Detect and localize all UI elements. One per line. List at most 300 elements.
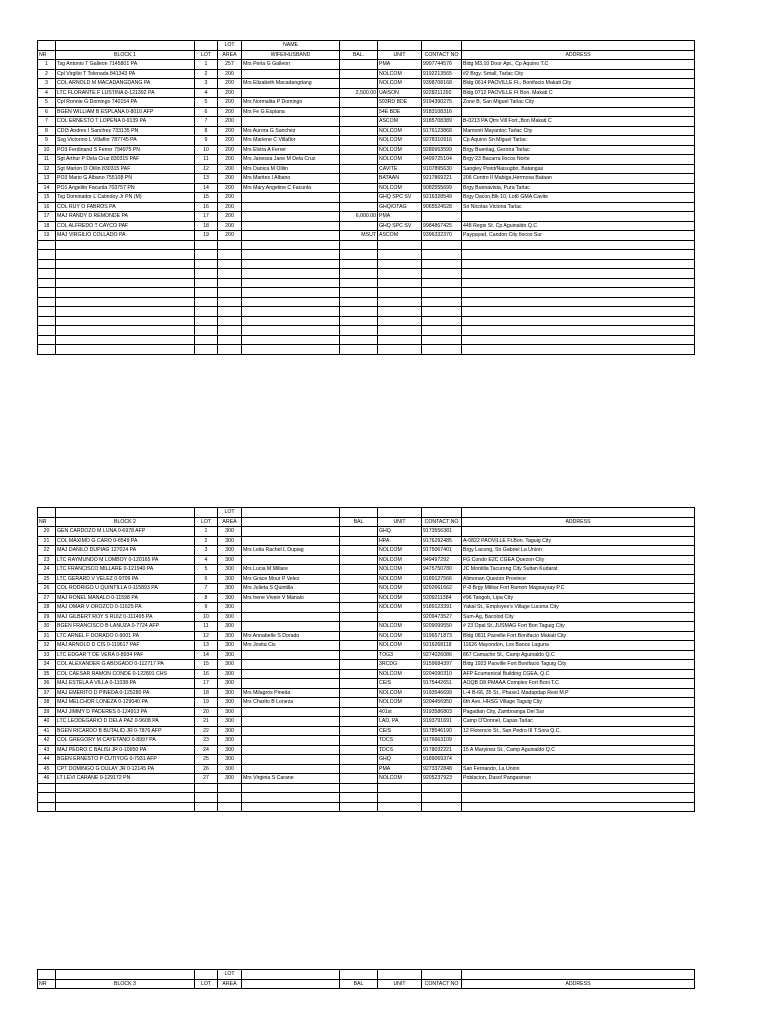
cell-bal — [340, 126, 378, 136]
cell-bal — [340, 536, 378, 546]
cell-address: #96 Tangob, Lipa City — [462, 593, 695, 603]
empty-cell — [462, 802, 695, 812]
cell-unit: NOLCOM — [378, 622, 422, 632]
empty-cell — [340, 335, 378, 345]
cell-nr: 28 — [38, 603, 56, 613]
header-row — [38, 50, 695, 60]
cell-address: Brgy Buenlag, Gerona Tarlac — [462, 145, 695, 155]
column-header-address: ADDRESS — [462, 517, 695, 527]
cell-spouse: Mrs Milagros Pineda — [242, 688, 340, 698]
table-row — [38, 631, 695, 641]
cell-lot: 13 — [195, 641, 218, 651]
cell-area: 200 — [218, 107, 242, 117]
cell-nr: 20 — [38, 527, 56, 537]
cell-area: 300 — [218, 536, 242, 546]
empty-cell — [378, 288, 422, 298]
column-header-lot: LOT — [195, 979, 218, 989]
cell-contact: 9209211384 — [422, 593, 462, 603]
column-header-lot: LOT — [195, 50, 218, 60]
cell-name: Tsg Antonio T Galleon 7145801 PA — [56, 60, 195, 70]
cell-spouse — [242, 555, 340, 565]
cell-bal — [340, 555, 378, 565]
empty-cell — [242, 802, 340, 812]
header-cell — [378, 41, 422, 51]
table-row — [38, 726, 695, 736]
cell-spouse: Mrs Janessa Jane M Dela Cruz — [242, 155, 340, 165]
empty-cell — [242, 793, 340, 803]
empty-cell — [38, 345, 56, 355]
cell-contact: 9185708389 — [422, 117, 462, 127]
table-row — [38, 574, 695, 584]
empty-cell — [378, 345, 422, 355]
cell-bal — [340, 774, 378, 784]
cell-unit: NOLCOM — [378, 603, 422, 613]
empty-cell — [56, 345, 195, 355]
cell-contact: 9216268118 — [422, 641, 462, 651]
table-row — [38, 622, 695, 632]
empty-cell — [195, 259, 218, 269]
header-cell: LOT — [218, 970, 242, 980]
cell-bal — [340, 136, 378, 146]
column-header-contact: CONTACT NO — [422, 979, 462, 989]
cell-name: PO3 Ferdinand S Ferrer 794975 PN — [56, 145, 195, 155]
cell-unit: ASCOM — [378, 117, 422, 127]
cell-area: 300 — [218, 774, 242, 784]
table-row — [38, 69, 695, 79]
cell-area: 300 — [218, 679, 242, 689]
cell-nr: 2 — [38, 69, 56, 79]
empty-cell — [56, 288, 195, 298]
cell-nr: 3 — [38, 79, 56, 89]
empty-cell — [378, 316, 422, 326]
empty-cell — [56, 259, 195, 269]
column-header-lot: LOT — [195, 517, 218, 527]
cell-area: 200 — [218, 202, 242, 212]
cell-name: COL MAXIMO G CARO 0-8549 PA — [56, 536, 195, 546]
empty-cell — [38, 250, 56, 260]
cell-bal: 6,000.00 — [340, 212, 378, 222]
empty-row — [38, 307, 695, 317]
cell-area: 200 — [218, 126, 242, 136]
empty-cell — [195, 345, 218, 355]
cell-bal — [340, 660, 378, 670]
cell-name: BGEN WILLIAM B ESPLANA 0-8010 AFP — [56, 107, 195, 117]
header-cell — [378, 508, 422, 518]
header-cell: LOT — [218, 508, 242, 518]
cell-address: B-0213 PA Qtrs Vill Fort.,Bon Makati C — [462, 117, 695, 127]
cell-lot: 21 — [195, 717, 218, 727]
cell-name: LTC FLORANTE F LUSTINA 0-121392 PA — [56, 88, 195, 98]
cell-address: Camp O'Donnel, Capas Tarlac — [462, 717, 695, 727]
cell-contact: 9183108316 — [422, 107, 462, 117]
empty-cell — [38, 793, 56, 803]
cell-nr: 14 — [38, 183, 56, 193]
cell-unit: HPA — [378, 536, 422, 546]
cell-bal: 2,500.00 — [340, 88, 378, 98]
cell-spouse: Mrs Elizabeth Macadangdang — [242, 79, 340, 89]
cell-nr: 19 — [38, 231, 56, 241]
empty-cell — [218, 783, 242, 793]
cell-name: CDI3 Andres I Sanchez 733135 PN — [56, 126, 195, 136]
header-row — [38, 517, 695, 527]
cell-lot: 13 — [195, 174, 218, 184]
cell-lot: 19 — [195, 231, 218, 241]
cell-lot: 20 — [195, 707, 218, 717]
cell-unit: TDCS — [378, 736, 422, 746]
cell-name: GEN CARDOZO M LUNA 0-6978 AFP — [56, 527, 195, 537]
cell-contact: 9107895630 — [422, 164, 462, 174]
cell-spouse — [242, 69, 340, 79]
empty-cell — [56, 278, 195, 288]
cell-address: Brgy 23 Bacarra Ilocos Norte — [462, 155, 695, 165]
cell-bal — [340, 736, 378, 746]
empty-cell — [242, 335, 340, 345]
cell-spouse — [242, 717, 340, 727]
empty-cell — [38, 316, 56, 326]
empty-cell — [218, 288, 242, 298]
table-row — [38, 679, 695, 689]
empty-row — [38, 793, 695, 803]
empty-cell — [378, 802, 422, 812]
cell-nr: 11 — [38, 155, 56, 165]
header-cell: NAME — [242, 41, 340, 51]
cell-lot: 25 — [195, 755, 218, 765]
header-cell — [378, 970, 422, 980]
cell-lot: 14 — [195, 650, 218, 660]
cell-area: 200 — [218, 155, 242, 165]
empty-cell — [242, 297, 340, 307]
cell-address: P-8 Brgy Militar Fort Ramon Magsaysay P.C — [462, 584, 695, 594]
cell-bal — [340, 650, 378, 660]
cell-area: 300 — [218, 603, 242, 613]
cell-area: 300 — [218, 574, 242, 584]
cell-bal — [340, 98, 378, 108]
column-header-area: AREA — [218, 517, 242, 527]
empty-cell — [462, 288, 695, 298]
empty-cell — [56, 802, 195, 812]
cell-lot: 8 — [195, 126, 218, 136]
empty-cell — [56, 316, 195, 326]
empty-cell — [422, 307, 462, 317]
cell-unit: TOG3 — [378, 650, 422, 660]
cell-contact: 9398708168 — [422, 79, 462, 89]
cell-name: MAJ EMERITO D PINEDA 0-125280 PA — [56, 688, 195, 698]
cell-lot: 19 — [195, 698, 218, 708]
cell-area: 200 — [218, 145, 242, 155]
cell-unit: GHQ SPC SV — [378, 221, 422, 231]
header-cell — [422, 41, 462, 51]
empty-cell — [38, 326, 56, 336]
table-row — [38, 145, 695, 155]
empty-cell — [195, 783, 218, 793]
empty-cell — [340, 307, 378, 317]
header-cell — [242, 970, 340, 980]
cell-lot: 11 — [195, 622, 218, 632]
cell-lot: 14 — [195, 183, 218, 193]
cell-name: LT LEVI CARANE 0-129172 PN — [56, 774, 195, 784]
empty-cell — [56, 326, 195, 336]
cell-area: 200 — [218, 174, 242, 184]
empty-cell — [462, 269, 695, 279]
cell-address: 11626 Mayondon, Los Banos Laguna — [462, 641, 695, 651]
cell-contact: 9178546190 — [422, 726, 462, 736]
cell-address: 448 Regis St. Cp Aguinaldo Q.C — [462, 221, 695, 231]
empty-cell — [462, 259, 695, 269]
empty-cell — [56, 783, 195, 793]
cell-unit: ASCOM — [378, 231, 422, 241]
empty-cell — [218, 345, 242, 355]
cell-nr: 25 — [38, 574, 56, 584]
cell-address: Bldg 1923 Paoville Fort Bonifacio Taguig City — [462, 660, 695, 670]
column-header-spouse: WIFE/HUSBAND — [242, 50, 340, 60]
cell-unit — [378, 612, 422, 622]
cell-nr: 16 — [38, 202, 56, 212]
cell-contact: 9173556381 — [422, 527, 462, 537]
empty-cell — [462, 307, 695, 317]
cell-contact: 949497292 — [422, 555, 462, 565]
cell-area: 200 — [218, 193, 242, 203]
cell-nr: 29 — [38, 612, 56, 622]
table-row — [38, 60, 695, 70]
cell-name: Tsg Dominador L Catindoy Jr PN (M) — [56, 193, 195, 203]
cell-spouse: Mrs Mary Angeline C Facunla — [242, 183, 340, 193]
cell-area: 300 — [218, 641, 242, 651]
cell-name: COL RUY O FABROS PA — [56, 202, 195, 212]
cell-spouse — [242, 117, 340, 127]
cell-lot: 8 — [195, 593, 218, 603]
cell-bal — [340, 679, 378, 689]
cell-name: COL ERNESTO T LOPENA 0-9139 PA — [56, 117, 195, 127]
cell-address: Cp Aquino Sn Miguel Tarlac — [462, 136, 695, 146]
empty-cell — [195, 326, 218, 336]
cell-unit: NOLCOM — [378, 79, 422, 89]
empty-cell — [38, 288, 56, 298]
empty-row — [38, 783, 695, 793]
header-row-top — [38, 508, 695, 518]
cell-contact — [422, 212, 462, 222]
cell-area: 200 — [218, 79, 242, 89]
cell-address: Yakal St., Employee's Village Lucena City — [462, 603, 695, 613]
empty-cell — [378, 297, 422, 307]
empty-cell — [218, 278, 242, 288]
cell-address: L-4 B-66, 35 St., Phase1 Madapdap Rest M.P — [462, 688, 695, 698]
column-header-name: BLOCK 3 — [56, 979, 195, 989]
cell-lot: 11 — [195, 155, 218, 165]
table-row — [38, 136, 695, 146]
cell-address: 867 Camacho St., Camp Aguinaldo Q.C — [462, 650, 695, 660]
empty-cell — [195, 297, 218, 307]
cell-contact: 9082555699 — [422, 183, 462, 193]
cell-area: 200 — [218, 98, 242, 108]
cell-area: 200 — [218, 69, 242, 79]
cell-contact: 9292661662 — [422, 584, 462, 594]
table-row — [38, 98, 695, 108]
cell-area: 300 — [218, 745, 242, 755]
cell-address: 15 A Maryinez St., Camp Aguinaldo Q.C — [462, 745, 695, 755]
cell-contact: 9217869221 — [422, 174, 462, 184]
cell-address: FG Condo E2C CGEA Quezon City — [462, 555, 695, 565]
empty-cell — [340, 278, 378, 288]
cell-bal — [340, 688, 378, 698]
cell-name: BGEN FRANCISCO B LANUZA 0-7724 AFP — [56, 622, 195, 632]
cell-unit: PMA — [378, 212, 422, 222]
cell-bal — [340, 603, 378, 613]
empty-cell — [462, 345, 695, 355]
cell-lot: 2 — [195, 69, 218, 79]
cell-address: Bldg M3,10 Door Apt., Cp Aquino T.C — [462, 60, 695, 70]
table-row — [38, 612, 695, 622]
cell-area: 300 — [218, 726, 242, 736]
cell-bal — [340, 707, 378, 717]
cell-nr: 45 — [38, 764, 56, 774]
cell-address: Bldg 0811 Paoville Fort Bonifacio Makati City — [462, 631, 695, 641]
cell-lot: 2 — [195, 536, 218, 546]
empty-cell — [378, 278, 422, 288]
cell-unit: NOLCOM — [378, 126, 422, 136]
cell-spouse — [242, 212, 340, 222]
cell-bal — [340, 622, 378, 632]
empty-cell — [340, 783, 378, 793]
cell-address: Brgy Buenavista, Pura Tarlac — [462, 183, 695, 193]
empty-row — [38, 250, 695, 260]
empty-cell — [242, 259, 340, 269]
empty-cell — [462, 326, 695, 336]
empty-cell — [56, 793, 195, 803]
empty-cell — [462, 783, 695, 793]
column-header-address: ADDRESS — [462, 979, 695, 989]
cell-area: 200 — [218, 136, 242, 146]
table-row — [38, 603, 695, 613]
cell-area: 300 — [218, 736, 242, 746]
cell-unit: CEIS — [378, 726, 422, 736]
cell-unit: NOLCOM — [378, 155, 422, 165]
cell-address — [462, 755, 695, 765]
header-cell — [242, 508, 340, 518]
cell-unit: NOLCOM — [378, 641, 422, 651]
cell-name: BGEN ERNESTO P CUTIYOG 0-7931 AFP — [56, 755, 195, 765]
cell-contact: 9176123868 — [422, 126, 462, 136]
column-header-spouse — [242, 517, 340, 527]
cell-address: # 23 Opal St.,JUSMAG Fort Bon Taguig City — [462, 622, 695, 632]
cell-unit: NOLCOM — [378, 546, 422, 556]
table-row — [38, 688, 695, 698]
table-row — [38, 527, 695, 537]
column-header-bal: BAL. — [340, 50, 378, 60]
table-row — [38, 650, 695, 660]
cell-address: Bldg 0614 PAOVILLE Ft., Bonifacio Makati City — [462, 79, 695, 89]
column-header-address: ADDRESS — [462, 50, 695, 60]
empty-cell — [242, 326, 340, 336]
cell-address: 206 Centro II Mabiga,Hermosa Bataan — [462, 174, 695, 184]
block-3-table — [37, 969, 695, 989]
cell-name: COL GREGORY M CAYETANO 0-8997 PA — [56, 736, 195, 746]
empty-cell — [242, 250, 340, 260]
cell-name: LTC RAYMUNDO M LOMBOY 0-120165 PA — [56, 555, 195, 565]
cell-spouse — [242, 202, 340, 212]
cell-area: 200 — [218, 231, 242, 241]
cell-address: Sangley Point/Naisugbo, Batangas — [462, 164, 695, 174]
cell-spouse — [242, 679, 340, 689]
cell-unit: 401st — [378, 707, 422, 717]
empty-cell — [422, 783, 462, 793]
cell-lot: 22 — [195, 726, 218, 736]
empty-cell — [422, 326, 462, 336]
cell-unit: NOLCOM — [378, 69, 422, 79]
empty-cell — [56, 297, 195, 307]
cell-contact: 9396332370 — [422, 231, 462, 241]
header-cell — [462, 508, 695, 518]
cell-bal — [340, 726, 378, 736]
table-row — [38, 755, 695, 765]
cell-address: Brgy Lacong, Sn Gabriel La Union — [462, 546, 695, 556]
cell-spouse: Mrs Danica M Olilin — [242, 164, 340, 174]
empty-cell — [340, 326, 378, 336]
cell-bal — [340, 574, 378, 584]
cell-address: AFP Ecumenical Building CGEA, Q.C — [462, 669, 695, 679]
cell-unit: NOLCOM — [378, 698, 422, 708]
cell-bal — [340, 79, 378, 89]
cell-address: Zone B, San Miguel Tarlac City — [462, 98, 695, 108]
empty-cell — [218, 269, 242, 279]
column-header-bal: BAL — [340, 517, 378, 527]
empty-cell — [195, 278, 218, 288]
cell-unit: GHQ SPC SV — [378, 193, 422, 203]
empty-cell — [218, 802, 242, 812]
cell-spouse — [242, 88, 340, 98]
cell-nr: 27 — [38, 593, 56, 603]
empty-cell — [195, 269, 218, 279]
cell-area: 300 — [218, 764, 242, 774]
table-row — [38, 593, 695, 603]
cell-name: Ssg Victorino L Villaflor 787745 PA — [56, 136, 195, 146]
cell-nr: 30 — [38, 622, 56, 632]
cell-area: 300 — [218, 584, 242, 594]
cell-bal — [340, 202, 378, 212]
header-cell — [56, 41, 195, 51]
cell-name: MAJ VIRGILIO COLLADO PA — [56, 231, 195, 241]
cell-spouse — [242, 707, 340, 717]
cell-bal — [340, 764, 378, 774]
empty-cell — [462, 250, 695, 260]
cell-contact: 9204090310 — [422, 669, 462, 679]
table-row — [38, 221, 695, 231]
cell-name: Cpl Virgilio T Tolenada 841343 PA — [56, 69, 195, 79]
cell-nr: 31 — [38, 631, 56, 641]
empty-row — [38, 288, 695, 298]
cell-name: MAJ GILBERT ROY S RUIZ 0-111495 PA — [56, 612, 195, 622]
cell-name: PO3 Mario G Albano 755108 PN — [56, 174, 195, 184]
cell-unit: NOLCOM — [378, 774, 422, 784]
cell-contact: 9289953599 — [422, 145, 462, 155]
cell-unit: NOLCOM — [378, 565, 422, 575]
empty-cell — [242, 307, 340, 317]
cell-lot: 18 — [195, 221, 218, 231]
cell-area: 300 — [218, 688, 242, 698]
cell-nr: 36 — [38, 679, 56, 689]
empty-cell — [340, 802, 378, 812]
cell-contact: 9205237923 — [422, 774, 462, 784]
cell-contact: 9997744576 — [422, 60, 462, 70]
empty-cell — [378, 259, 422, 269]
cell-name: COL ALFREDO T CAYCO PAF — [56, 221, 195, 231]
cell-spouse — [242, 612, 340, 622]
cell-name: MAJ PEDRO C BALISI JR 0-10950 PA — [56, 745, 195, 755]
cell-address: Pagadian City, Zamboanga Del Sur — [462, 707, 695, 717]
empty-cell — [56, 307, 195, 317]
header-cell — [38, 41, 56, 51]
cell-area: 300 — [218, 755, 242, 765]
empty-cell — [422, 250, 462, 260]
